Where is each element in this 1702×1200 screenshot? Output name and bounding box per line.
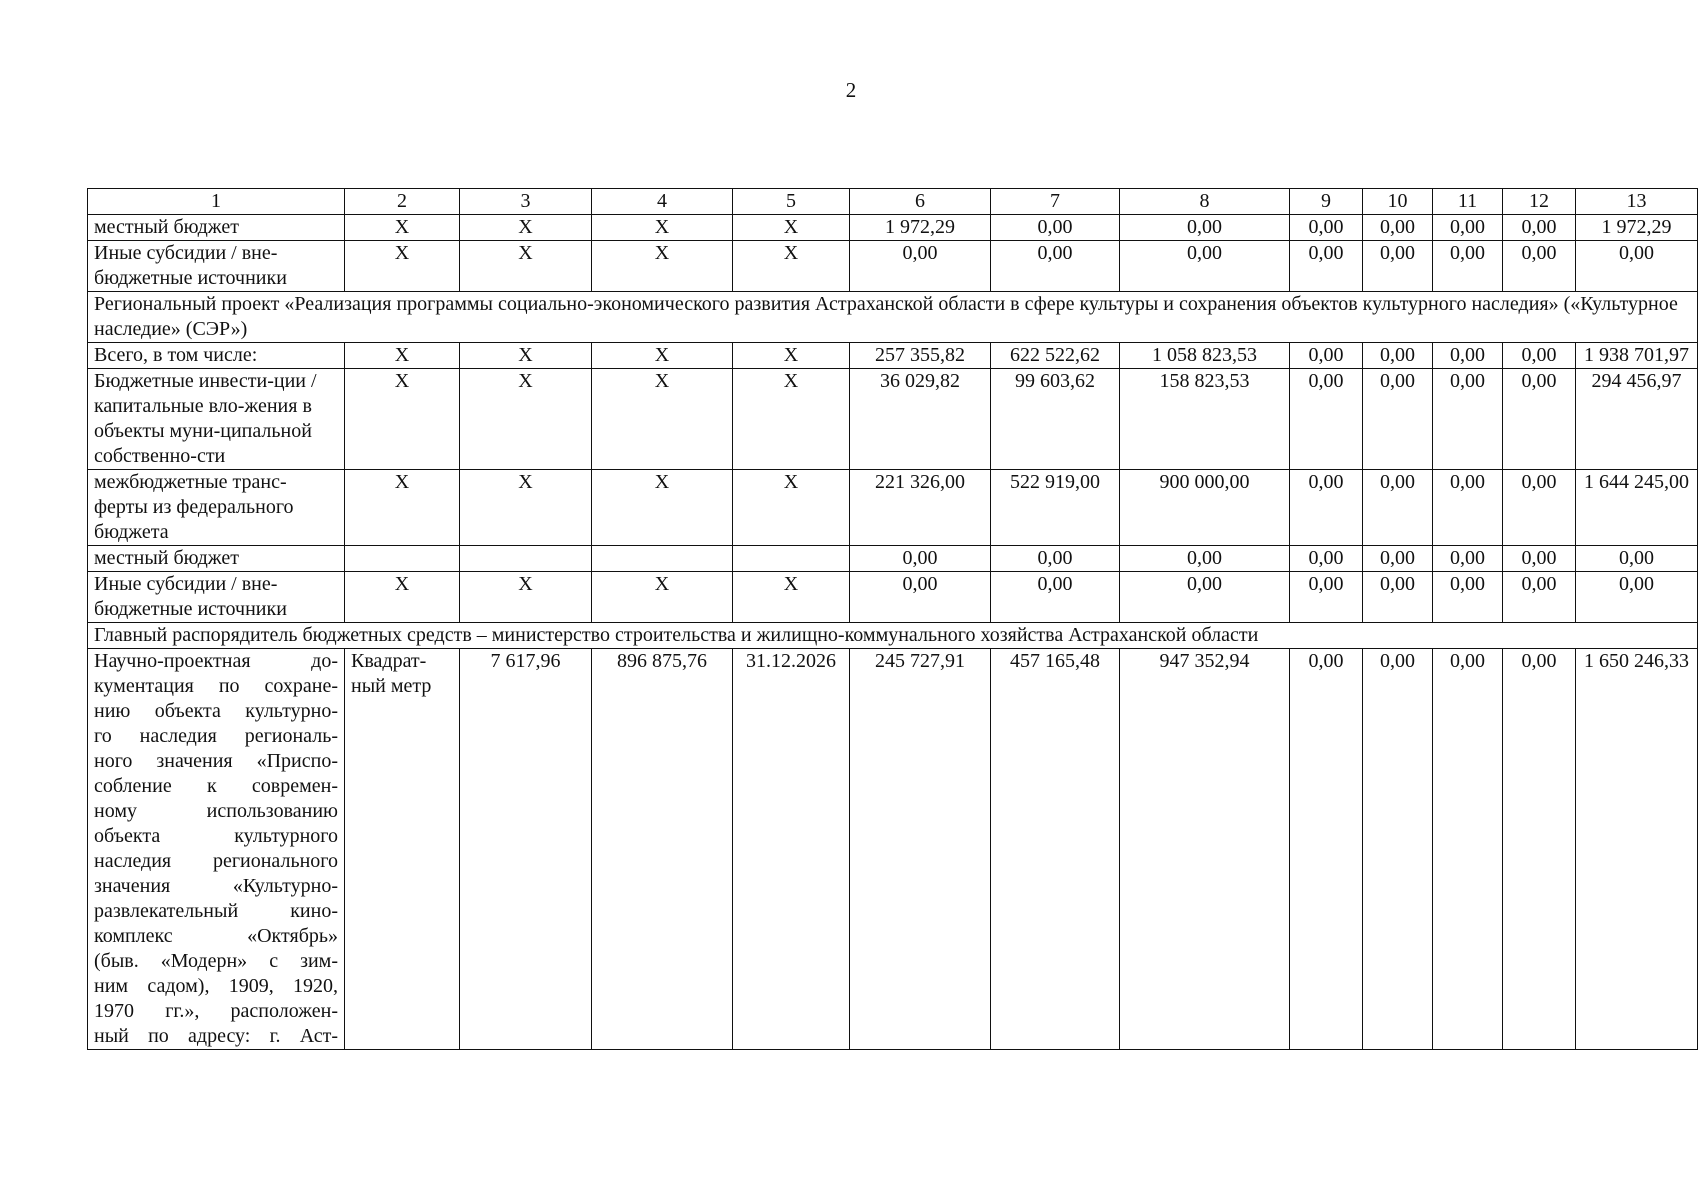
table-cell (733, 546, 850, 572)
table-row (88, 546, 1698, 572)
table-cell: X (345, 215, 460, 241)
table-cell: 0,00 (1503, 546, 1576, 572)
column-number-header: 6 (850, 189, 991, 215)
budget-table (87, 188, 1698, 1050)
column-number-header: 10 (1363, 189, 1433, 215)
table-cell: 0,00 (1120, 546, 1290, 572)
table-cell: X (345, 572, 460, 623)
description-line: развлекательный кино- (94, 900, 338, 922)
table-cell: 0,00 (1576, 546, 1698, 572)
table-cell: 1 972,29 (1576, 215, 1698, 241)
table-cell: 0,00 (1363, 546, 1433, 572)
column-number-header: 13 (1576, 189, 1698, 215)
section-row (88, 292, 1698, 343)
table-body (88, 189, 1698, 1050)
row-label: межбюджетные транс-ферты из федерального бюджета (88, 470, 345, 546)
column-number-header: 9 (1290, 189, 1363, 215)
table-cell: 0,00 (1433, 470, 1503, 546)
description-line: нию объекта культурно- (94, 700, 338, 722)
table-cell: X (733, 572, 850, 623)
table-cell: X (460, 241, 592, 292)
table-cell: 0,00 (1363, 572, 1433, 623)
table-row (88, 343, 1698, 369)
table-row (88, 470, 1698, 546)
table-cell: 0,00 (1503, 649, 1576, 1050)
table-row (88, 572, 1698, 623)
row-label: местный бюджет (88, 546, 345, 572)
table-cell: 0,00 (1433, 572, 1503, 623)
row-label: Всего, в том числе: (88, 343, 345, 369)
table-cell: X (460, 215, 592, 241)
description-line: объекта культурного (94, 825, 338, 847)
table-cell: X (592, 241, 733, 292)
table-cell: 0,00 (1433, 343, 1503, 369)
table-cell: X (592, 470, 733, 546)
description-line: ним садом), 1909, 1920, (94, 975, 338, 997)
table-cell: X (592, 343, 733, 369)
column-number-header: 12 (1503, 189, 1576, 215)
table-cell (345, 546, 460, 572)
table-cell: 31.12.2026 (733, 649, 850, 1050)
table-cell: 0,00 (1290, 470, 1363, 546)
table-cell: 522 919,00 (991, 470, 1120, 546)
table-cell: 0,00 (991, 546, 1120, 572)
table-cell: 0,00 (1433, 369, 1503, 470)
table-cell: 0,00 (1363, 369, 1433, 470)
table-cell: 158 823,53 (1120, 369, 1290, 470)
column-number-header: 3 (460, 189, 592, 215)
table-cell: X (460, 572, 592, 623)
column-number-header: 8 (1120, 189, 1290, 215)
table-cell: X (733, 470, 850, 546)
table-cell: 0,00 (1503, 369, 1576, 470)
table-cell: 0,00 (1433, 215, 1503, 241)
table-cell: X (460, 369, 592, 470)
regional-project-title: Региональный проект «Реализация программы социально-экономического развития Астраханской области в сфере культуры и сохранения объектов культурного наследия» («Культурное наследие» (СЭР») (88, 292, 1698, 343)
unit-cell: Квадрат-ный метр (345, 649, 460, 1050)
table-cell: 245 727,91 (850, 649, 991, 1050)
table-cell: 257 355,82 (850, 343, 991, 369)
column-number-header: 7 (991, 189, 1120, 215)
description-line: собление к современ- (94, 775, 338, 797)
table-cell: 0,00 (1363, 215, 1433, 241)
table-cell: 1 058 823,53 (1120, 343, 1290, 369)
table-cell: 0,00 (1290, 343, 1363, 369)
description-line: ного значения «Приспо- (94, 750, 338, 772)
table-cell: 0,00 (1433, 649, 1503, 1050)
table-cell: 0,00 (1290, 369, 1363, 470)
table-cell: 0,00 (1290, 546, 1363, 572)
table-cell: 1 938 701,97 (1576, 343, 1698, 369)
column-number-header: 4 (592, 189, 733, 215)
table-cell: X (733, 369, 850, 470)
table-cell: 0,00 (1290, 572, 1363, 623)
table-cell: 1 972,29 (850, 215, 991, 241)
table-cell: 0,00 (850, 546, 991, 572)
table-cell: 0,00 (1503, 572, 1576, 623)
table-cell: X (345, 241, 460, 292)
table-cell: X (345, 343, 460, 369)
row-label: Иные субсидии / вне-бюджетные источники (88, 572, 345, 623)
table-cell: 36 029,82 (850, 369, 991, 470)
table-cell: X (460, 470, 592, 546)
table-cell: 0,00 (1290, 241, 1363, 292)
row-label: местный бюджет (88, 215, 345, 241)
object-description (88, 649, 345, 1050)
description-line: наследия регионального (94, 850, 338, 872)
description-line: значения «Культурно- (94, 875, 338, 897)
object-row (88, 649, 1698, 1050)
table-cell: 0,00 (1363, 470, 1433, 546)
table-row (88, 241, 1698, 292)
column-number-header: 5 (733, 189, 850, 215)
column-header-row (88, 189, 1698, 215)
table-cell: 294 456,97 (1576, 369, 1698, 470)
table-cell: 0,00 (1503, 470, 1576, 546)
table-cell: 0,00 (1433, 241, 1503, 292)
table-cell: X (592, 369, 733, 470)
table-cell: 0,00 (1363, 343, 1433, 369)
table-cell: 99 603,62 (991, 369, 1120, 470)
row-label: Иные субсидии / вне-бюджетные источники (88, 241, 345, 292)
table-row (88, 369, 1698, 470)
table-cell: 896 875,76 (592, 649, 733, 1050)
table-cell: 0,00 (1290, 649, 1363, 1050)
table-cell: 0,00 (1503, 241, 1576, 292)
table-cell: 7 617,96 (460, 649, 592, 1050)
section-row (88, 623, 1698, 649)
column-number-header: 1 (88, 189, 345, 215)
table-cell: 0,00 (991, 572, 1120, 623)
column-number-header: 11 (1433, 189, 1503, 215)
table-cell: 0,00 (1120, 241, 1290, 292)
table-cell: X (733, 241, 850, 292)
description-line: 1970 гг.», расположен- (94, 1000, 338, 1022)
table-cell: 0,00 (1120, 215, 1290, 241)
description-line: ный по адресу: г. Аст- (94, 1025, 338, 1047)
table-cell: X (345, 470, 460, 546)
table-cell: X (460, 343, 592, 369)
description-line: го наследия региональ- (94, 725, 338, 747)
description-line: комплекс «Октябрь» (94, 925, 338, 947)
table-cell: 0,00 (850, 241, 991, 292)
chief-manager-title: Главный распорядитель бюджетных средств – министерство строительства и жилищно-коммунального хозяйства Астраханской области (88, 623, 1698, 649)
table-cell: 900 000,00 (1120, 470, 1290, 546)
description-line: кументация по сохране- (94, 675, 338, 697)
table-cell: 0,00 (1290, 215, 1363, 241)
table-cell (592, 546, 733, 572)
description-line: (быв. «Модерн» с зим- (94, 950, 338, 972)
table-cell: 0,00 (1503, 215, 1576, 241)
table-cell: 0,00 (1363, 241, 1433, 292)
table-cell: X (345, 369, 460, 470)
table-cell: 0,00 (1503, 343, 1576, 369)
table-cell: 0,00 (1433, 546, 1503, 572)
description-line: ному использованию (94, 800, 338, 822)
table-cell: X (592, 215, 733, 241)
table-cell (460, 546, 592, 572)
table-cell: 0,00 (1363, 649, 1433, 1050)
table-cell: 0,00 (991, 241, 1120, 292)
table-cell: 1 644 245,00 (1576, 470, 1698, 546)
row-label: Бюджетные инвести-ции /капитальные вло-жения в объекты муни-ципальной собственно-сти (88, 369, 345, 470)
table-cell: 221 326,00 (850, 470, 991, 546)
table-cell: 947 352,94 (1120, 649, 1290, 1050)
table-cell: 1 650 246,33 (1576, 649, 1698, 1050)
table-cell: 457 165,48 (991, 649, 1120, 1050)
table-row (88, 215, 1698, 241)
table-cell: 0,00 (1576, 241, 1698, 292)
column-number-header: 2 (345, 189, 460, 215)
table-cell: 0,00 (1120, 572, 1290, 623)
page-number: 2 (845, 78, 857, 102)
table-cell: X (733, 343, 850, 369)
table-cell: 622 522,62 (991, 343, 1120, 369)
table-cell: X (733, 215, 850, 241)
table-cell: 0,00 (1576, 572, 1698, 623)
table-cell: 0,00 (850, 572, 991, 623)
table-cell: 0,00 (991, 215, 1120, 241)
table-cell: X (592, 572, 733, 623)
description-line: Научно-проектная до- (94, 650, 338, 672)
